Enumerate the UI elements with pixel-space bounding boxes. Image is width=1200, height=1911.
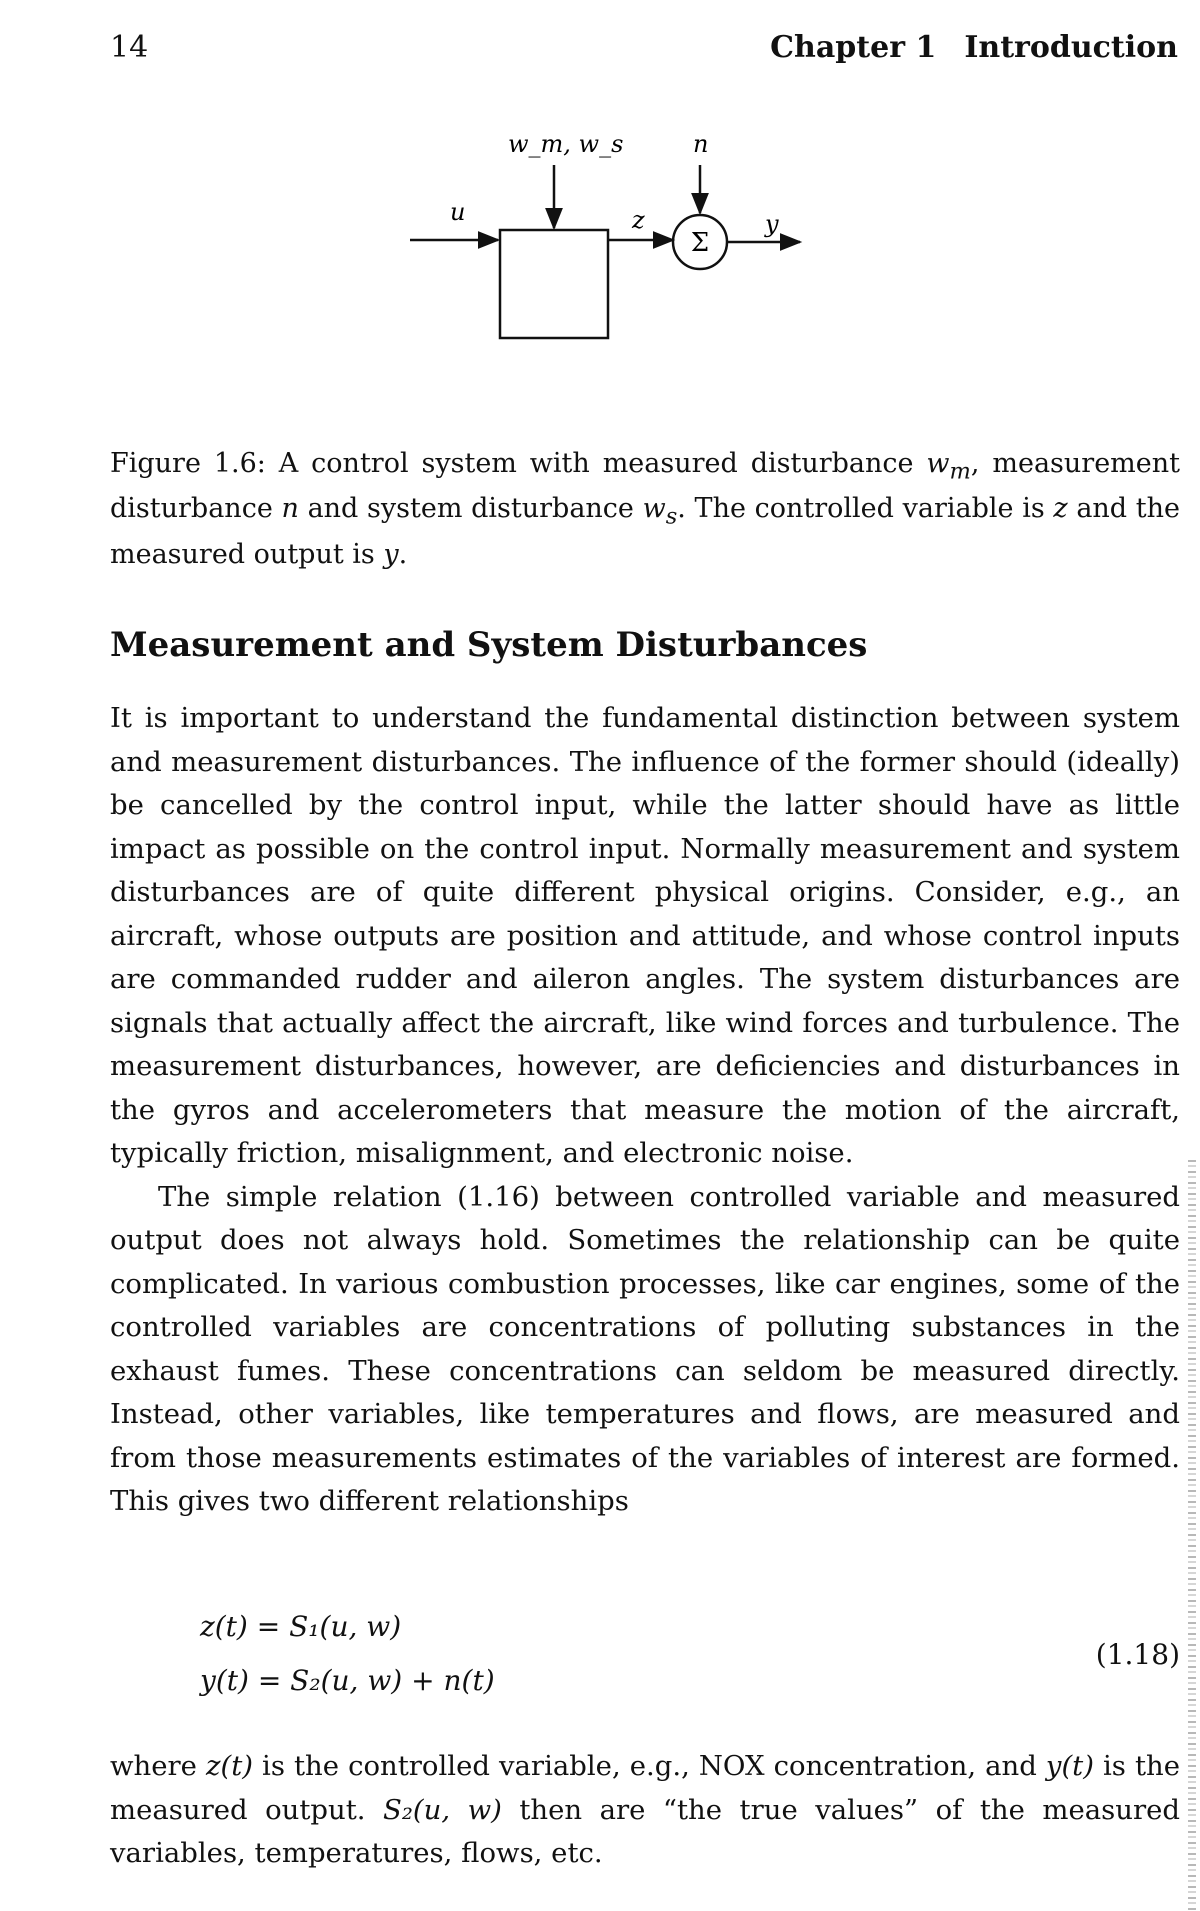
paragraph-2: The simple relation (1.16) between controlled variable and measured output does not always hold. Sometimes the relationship can be quite complicated. In various combustion processes, like car engines, some of the controlled variables are concentrations of polluting substances in the exhaust fumes. These concentrations can seldom be measured directly. Instead, other variables, like temperatures and flows, are measured and from those measurements estimates of the variables of interest are formed. This gives two different relationships [110, 1180, 1180, 1517]
page-number: 14 [110, 30, 149, 65]
control-system-diagram [400, 120, 920, 380]
running-head [770, 30, 1178, 65]
chapter-label: Chapter 1 [770, 30, 937, 65]
output-label: y [765, 210, 779, 238]
final-paragraph: where z(t) is the controlled variable, e.g., NOX concentration, and y(t) is the measured output. S₂(u, w) then are “the true values” of the measured variables, temperatures, flows, etc. [110, 1750, 1180, 1869]
disturbance-label: w_m, w_s [508, 130, 624, 158]
system-block [500, 230, 608, 338]
equation-block [200, 1600, 1180, 1708]
equation-2: y(t) = S₂(u, w) + n(t) [200, 1664, 495, 1697]
paragraph-1: It is important to understand the fundamental distinction between system and measurement disturbances. The influence of the former should (ideally) be cancelled by the control input, while the latter should have as little impact as possible on the control input. Normally measurement and system disturbances are of quite different physical origins. Consider, e.g., an aircraft, whose outputs are position and attitude, and whose control inputs are commanded rudder and aileron angles. The system disturbances are signals that actually affect the aircraft, like wind forces and turbulence. The measurement disturbances, however, are deficiencies and disturbances in the gyros and accelerometers that measure the motion of the aircraft, typically friction, misalignment, and electronic noise. [110, 702, 1180, 1169]
input-label: u [450, 198, 466, 226]
controlled-label: z [632, 206, 645, 234]
equation-1: z(t) = S₁(u, w) [200, 1610, 402, 1643]
summation-symbol: Σ [690, 228, 710, 258]
noise-label: n [693, 130, 709, 158]
equation-number: (1.18) [1095, 1638, 1180, 1671]
section-title: Measurement and System Disturbances [110, 625, 868, 665]
figure-caption: Figure 1.6: A control system with measured disturbance $w_m$, measurement disturbance n and system disturbance $w_s$. The controlled variable is z and the measured output is y. [110, 448, 1180, 570]
scan-edge-artifact [1188, 1160, 1196, 1910]
body-text [110, 697, 1180, 1524]
chapter-title: Introduction [964, 30, 1178, 65]
